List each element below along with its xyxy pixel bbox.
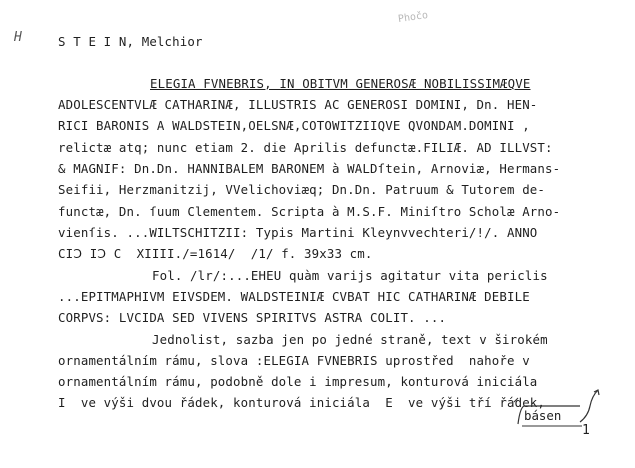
imprint-line: vienſis. ...WILTSCHITZII: Typis Martini Kleynvvechteri/!/. ANNO	[58, 225, 538, 240]
date-format-line: CIↃ IↃ C XIIII./=1614/ /1/ f. 39x33 cm.	[58, 246, 373, 261]
title-line-7: functæ, Dn. ſuum Clementem. Scripta à M.S.F. Miniſtro Scholæ Arno-	[58, 204, 561, 219]
description-line-4: I ve výši dvou řádek, konturová iniciála E ve výši tří řádek,	[58, 395, 546, 410]
hand-note-text: básen	[524, 408, 562, 423]
description-line-3: ornamentálním rámu, podobně dole i impresum, konturová iniciála	[58, 374, 538, 389]
page-number: 1	[582, 423, 590, 438]
description-line-1: Jednolist, sazba jen po jedné straně, text v širokém	[152, 332, 548, 347]
corner-mark: H	[14, 30, 22, 45]
fol-line-1: Fol. /lr/:...EHEU quàm varijs agitatur vita periclis	[152, 268, 548, 283]
title-line-1	[150, 76, 531, 91]
title-line-3: RICI BARONIS A WALDSTEIN,OELSNÆ,COTOWITZIIQVE QVONDAM.DOMINI ,	[58, 118, 530, 133]
title-line-4: relictæ atq; nunc etiam 2. die Aprilis defunctæ.FILIÆ. AD ILLVST:	[58, 140, 553, 155]
title-line-6: Seifii, Herzmanitzij, VVelichoviæq; Dn.Dn. Patruum & Tutorem de-	[58, 182, 546, 197]
title-underlined: ELEGIA FVNEBRIS, IN OBITVM GENEROSÆ NOBILISSIMÆQVE	[150, 76, 531, 91]
fol-line-2: ...EPITMAPHIVM EIVSDEM. WALDSTEINIÆ CVBAT HIC CATHARINÆ DEBILE	[58, 289, 530, 304]
title-line-2: ADOLESCENTVLÆ CATHARINÆ, ILLUSTRIS AC GENEROSI DOMINI, Dn. HEN-	[58, 97, 538, 112]
handwritten-note	[510, 386, 610, 430]
fol-line-3: CORPVS: LVCIDA SED VIVENS SPIRITVS ASTRA COLIT. ...	[58, 310, 447, 325]
faint-stamp: Phočo	[397, 9, 429, 26]
title-line-5: & MAGNIF: Dn.Dn. HANNIBALEM BARONEM à WALDſtein, Arnoviæ, Hermans-	[58, 161, 561, 176]
description-line-2: ornamentálním rámu, slova :ELEGIA FVNEBRIS uprostřed nahoře v	[58, 353, 530, 368]
author-heading: S T E I N, Melchior	[58, 34, 203, 49]
